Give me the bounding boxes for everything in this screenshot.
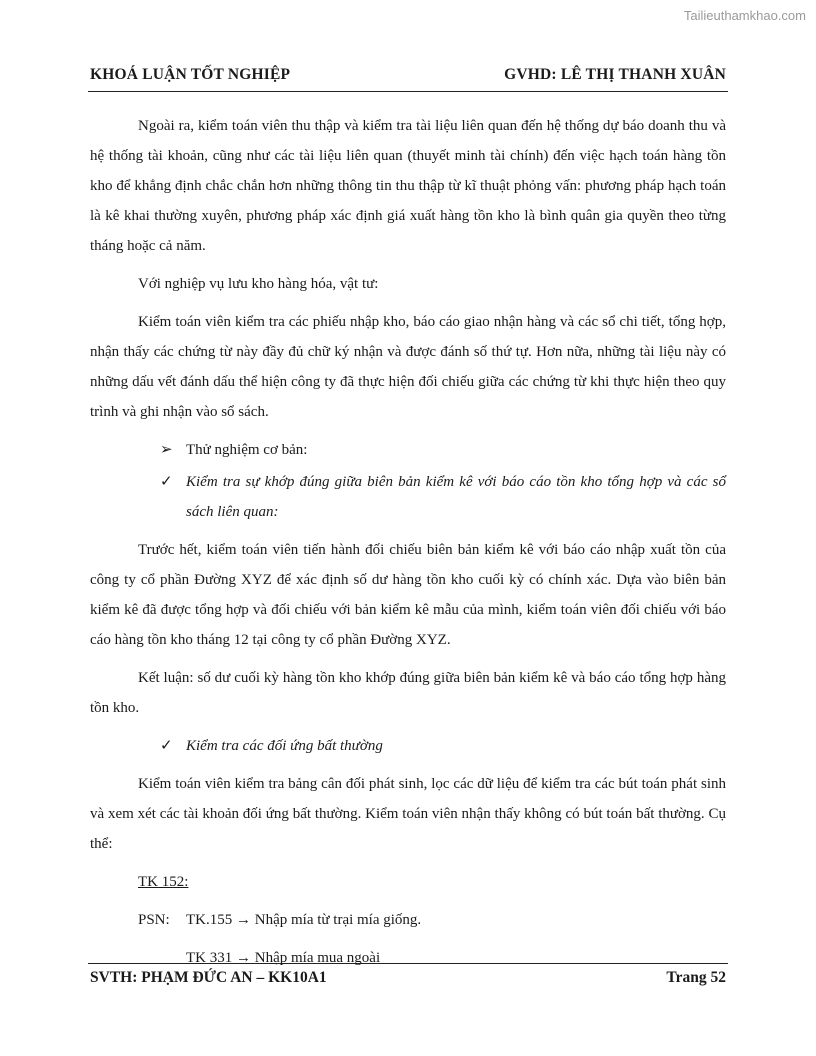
bullet-unusual-entries xyxy=(90,731,726,761)
check-bullet-icon: ✓ xyxy=(160,738,173,754)
page-number: Trang 52 xyxy=(666,969,726,986)
paragraph-3: Kiểm toán viên kiểm tra các phiếu nhập kho, báo cáo giao nhận hàng và các sổ chi tiết, tổng hợp, nhận thấy các chứng từ này đầy đủ chữ ký nhận và được đánh số thứ tự. Hơn nữa, những tài liệu này có những dấu vết đánh dấu thể hiện công ty đã thực hiện đối chiếu giữa các chứng từ khi thực hiện theo quy trình và ghi nhận vào sổ sách. xyxy=(90,314,726,420)
paragraph-4: Trước hết, kiểm toán viên tiến hành đối chiếu biên bản kiểm kê với báo cáo nhập xuất tồn của công ty cổ phần Đường XYZ để xác định số dư hàng tồn kho cuối kỳ có chính xác. Dựa vào biên bản kiểm kê đã được tổng hợp và đối chiếu với bản kiểm kê mẫu của mình, kiểm toán viên đối chiếu với báo cáo hàng tồn kho tháng 12 tại công ty cổ phần Đường XYZ. xyxy=(90,542,726,648)
psn-line-2: TK 331 → Nhập mía mua ngoài xyxy=(186,950,381,966)
bullet-inventory-check xyxy=(90,467,726,527)
psn-label: PSN: xyxy=(138,912,170,928)
account-heading xyxy=(138,867,726,897)
bullet-unusual-entries-text: Kiểm tra các đối ứng bất thường xyxy=(186,738,383,754)
footer-student: SVTH: PHẠM ĐỨC AN – KK10A1 xyxy=(90,969,327,986)
bullet-substantive-test-text: Thử nghiệm cơ bản: xyxy=(186,442,308,458)
header-supervisor: GVHD: LÊ THỊ THANH XUÂN xyxy=(504,66,726,83)
header-thesis-title: KHOÁ LUẬN TỐT NGHIỆP xyxy=(90,66,291,83)
paragraph-1: Ngoài ra, kiểm toán viên thu thập và kiểm tra tài liệu liên quan đến hệ thống dự báo doanh thu và hệ thống tài khoản, cũng như các tài liệu liên quan (thuyết minh tài chính) đến việc hạch toán hàng tồn kho để khẳng định chắc chắn hơn những thông tin thu thập từ kĩ thuật phỏng vấn: phương pháp hạch toán là kê khai thường xuyên, phương pháp xác định giá xuất hàng tồn kho là bình quân gia quyền theo từng tháng hoặc cả năm. xyxy=(90,118,726,254)
psn-entry-1 xyxy=(138,905,726,935)
account-tk152: TK 152: xyxy=(138,874,189,890)
watermark: Tailieuthamkhao.com xyxy=(683,8,806,23)
paragraph-6: Kiểm toán viên kiểm tra bảng cân đối phát sinh, lọc các dữ liệu để kiểm tra các bút toán phát sinh và xem xét các tài khoản đối ứng bất thường. Kiểm toán viên nhận thấy không có bút toán bất thường. Cụ thể: xyxy=(90,776,726,852)
bullet-inventory-check-text: Kiểm tra sự khớp đúng giữa biên bản kiểm kê với báo cáo tồn kho tổng hợp và các sổ sách liên quan: xyxy=(186,474,726,520)
page-header xyxy=(90,66,726,84)
paragraph-5: Kết luận: số dư cuối kỳ hàng tồn kho khớp đúng giữa biên bản kiểm kê và báo cáo tổng hợp hàng tồn kho. xyxy=(90,670,726,716)
check-bullet-icon: ✓ xyxy=(160,474,173,490)
header-divider xyxy=(88,91,728,92)
document-body xyxy=(90,111,726,973)
psn-line-1: TK.155 → Nhập mía từ trại mía giống. xyxy=(186,912,422,928)
bullet-substantive-test xyxy=(90,435,726,465)
paragraph-2: Với nghiệp vụ lưu kho hàng hóa, vật tư: xyxy=(138,276,379,292)
arrow-bullet-icon: ➢ xyxy=(160,442,173,458)
page-footer xyxy=(90,969,726,987)
footer-divider xyxy=(88,963,728,964)
